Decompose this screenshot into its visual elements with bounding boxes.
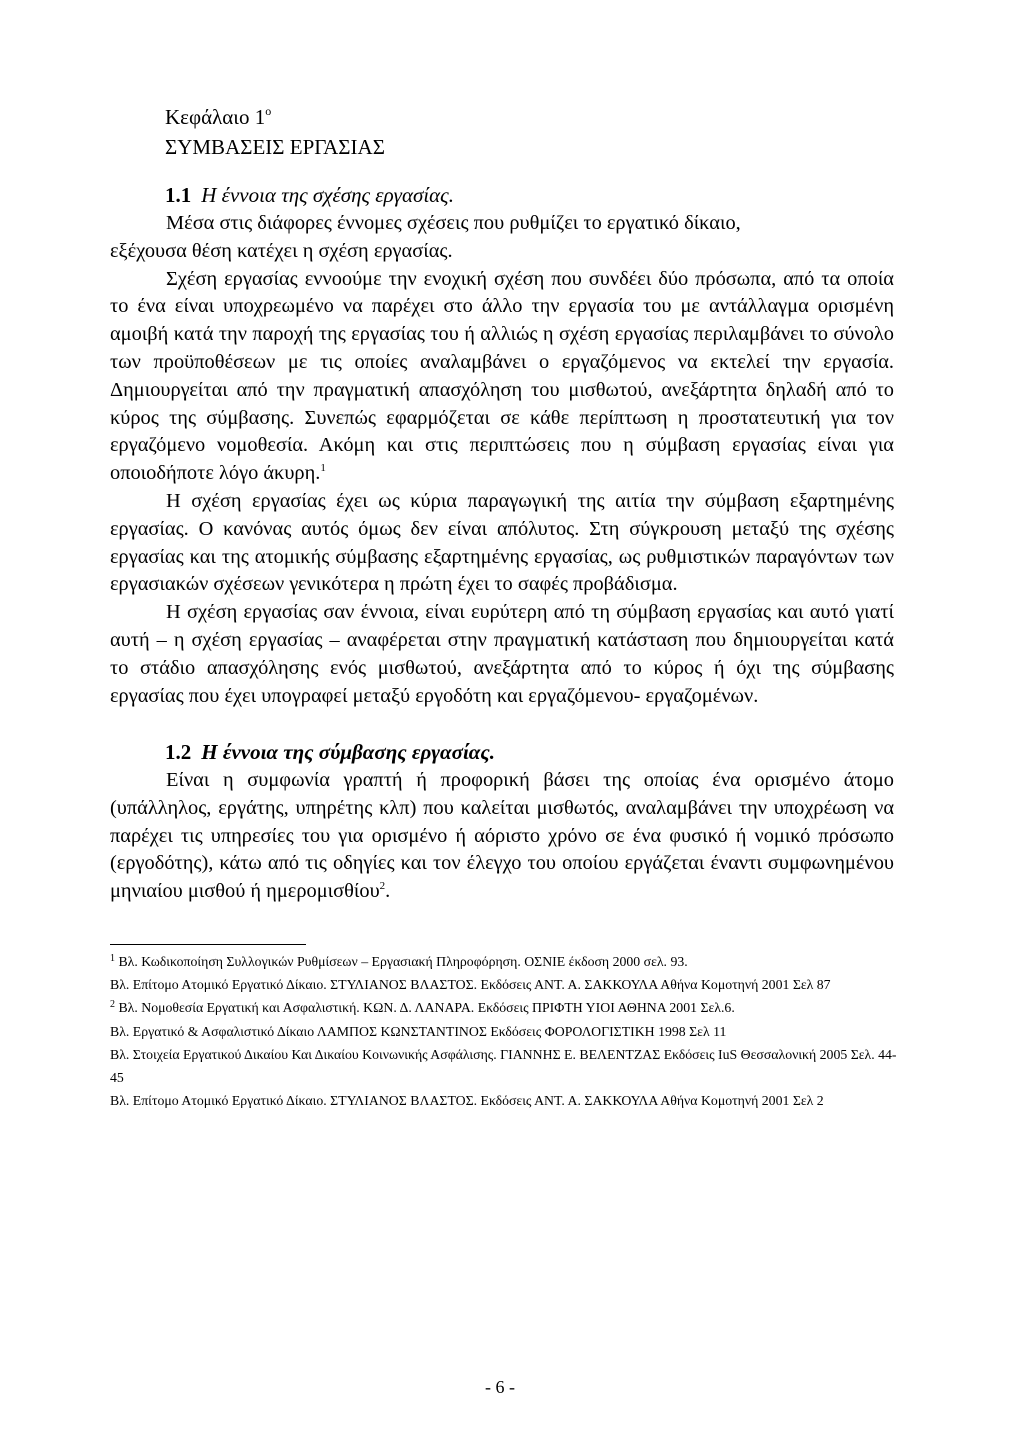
section-title: Η έννοια της σύμβασης εργασίας. xyxy=(201,740,496,764)
footnote: Βλ. Επίτομο Ατομικό Εργατικό Δίκαιο. ΣΤΥΛΙΑΝΟΣ ΒΛΑΣΤΟΣ. Εκδόσεις ΑΝΤ. Α. ΣΑΚΚΟΥΛΑ Αθήνα Κομοτηνή 2001 Σελ 2 xyxy=(110,1093,824,1109)
footnotes xyxy=(110,950,900,1112)
footnote-separator xyxy=(110,944,306,945)
chapter-label: Κεφάλαιο $1^o$ xyxy=(165,104,272,129)
section-title: Η έννοια της σχέσης εργασίας. xyxy=(201,183,454,207)
paragraph: Σχέση εργασίας εννοούμε την ενοχική σχέση που συνδέει δύο πρόσωπα, από τα οποία το ένα είναι υποχρεωμένο να παρέχει στο άλλο την εργασία του με αντάλλαγμα ορισμένη αμοιβή κατά την παροχή της εργασίας του ή αλλιώς η σχέση εργασίας περιλαμβάνει το σύνολο των προϋποθέσεων με τις οποίες αναλαμβάνει ο εργαζόμενος να εκτελεί την εργασία. Δημιουργείται από την πραγματική απασχόληση του μισθωτού, ανεξάρτητα δηλαδή από το κύρος της σύμβασης. Συνεπώς εφαρμόζεται σε κάθε περίπτωση η προστατευτική για τον εργαζόμενο νομοθεσία. Ακόμη και στις περιπτώσεις που η σύμβαση εργασίας είναι για οποιοδήποτε λόγο άκυρη.$^1$ xyxy=(110,267,894,485)
chapter-label-sup: ο xyxy=(265,104,272,118)
footnote-ref: 1 xyxy=(320,462,326,475)
chapter-header xyxy=(165,96,385,162)
section-heading-1-1 xyxy=(165,183,454,208)
footnote: Βλ. Επίτομο Ατομικό Εργατικό Δίκαιο. ΣΤΥΛΙΑΝΟΣ ΒΛΑΣΤΟΣ. Εκδόσεις ΑΝΤ. Α. ΣΑΚΚΟΥΛΑ Αθήνα Κομοτηνή 2001 Σελ 87 xyxy=(110,977,831,993)
footnote: $^2$ Βλ. Νομοθεσία Εργατική και Ασφαλιστική. ΚΩΝ. Δ. ΛΑΝΑΡΑ. Εκδόσεις ΠΡΙΦΤΗ ΥΙΟΙ ΑΘΗΝΑ 2001 Σελ.6. xyxy=(110,999,735,1016)
footnote: Βλ. Εργατικό & Ασφαλιστικό Δίκαιο ΛΑΜΠΟΣ ΚΩΝΣΤΑΝΤΙΝΟΣ Εκδόσεις ΦΟΡΟΛΟΓΙΣΤΙΚΗ 1998 Σελ 11 xyxy=(110,1023,727,1039)
paragraph: Η σχέση εργασίας σαν έννοια, είναι ευρύτερη από τη σύμβαση εργασίας και αυτό γιατί αυτή – η σχέση εργασίας – αναφέρεται στην πραγματική κατάσταση που δημιουργείται κατά το στάδιο απασχόλησης ενός μισθωτού, ανεξάρτητα από το κύρος ή όχι της σύμβασης εργασίας που έχει υπογραφεί μεταξύ εργοδότη και εργαζόμενου- εργαζομένων. xyxy=(110,601,894,707)
chapter-title: ΣΥΜΒΑΣΕΙΣ ΕΡΓΑΣΙΑΣ xyxy=(165,135,385,159)
section-body-1-2 xyxy=(110,767,894,906)
section-number: 1.2 xyxy=(165,740,192,764)
paragraph: Μέσα στις διάφορες έννομες σχέσεις που ρυθμίζει το εργατικό δίκαιο, xyxy=(166,212,741,234)
paragraph: Είναι η συμφωνία γραπτή ή προφορική βάσει της οποίας ένα ορισμένο άτομο (υπάλληλος, εργάτης, υπηρέτης κλπ) που καλείται μισθωτός, αναλαμβάνει την υποχρέωση να παρέχει τις υπηρεσίες του για ορισμένο ή αόριστο χρόνο σε ένα φυσικό ή νομικό πρόσωπο (εργοδότης), κάτω από τις οδηγίες και τον έλεγχο του οποίου εργάζεται έναντι συμφωνημένου μηνιαίου μισθού ή ημερομισθίου$^2$. xyxy=(110,769,894,903)
section-body-1-1 xyxy=(110,210,894,710)
footnote: $^1$ Βλ. Κωδικοποίηση Συλλογικών Ρυθμίσεων – Εργασιακή Πληροφόρηση. ΟΣΝΙΕ έκδοση 2000 σελ. 93. xyxy=(110,953,688,969)
footnote-ref: 2 xyxy=(379,880,386,893)
page-number: - 6 - xyxy=(485,1377,515,1397)
section-number: 1.1 xyxy=(165,183,192,207)
footnote: Βλ. Στοιχεία Εργατικού Δικαίου Και Δικαίου Κοινωνικής Ασφάλισης. ΓΙΑΝΝΗΣ Ε. ΒΕΛΕΝΤΖΑΣ Εκδόσεις IuS Θεσσαλονική 2005 Σελ. 44-45 xyxy=(110,1046,897,1086)
paragraph: Η σχέση εργασίας έχει ως κύρια παραγωγική της αιτία την σύμβαση εξαρτημένης εργασίας. Ο κανόνας αυτός όμως δεν είναι απόλυτος. Στη σύγκρουση μεταξύ της σχέσης εργασίας και της ατομικής σύμβασης εξαρτημένης εργασίας, ως ρυθμιστικών παραγόντων των εργασιακών σχέσεων γενικότερα η πρώτη έχει το σαφές προβάδισμα. xyxy=(110,489,894,596)
paragraph: εξέχουσα θέση κατέχει η σχέση εργασίας. xyxy=(110,239,453,262)
section-heading-1-2 xyxy=(165,740,495,765)
